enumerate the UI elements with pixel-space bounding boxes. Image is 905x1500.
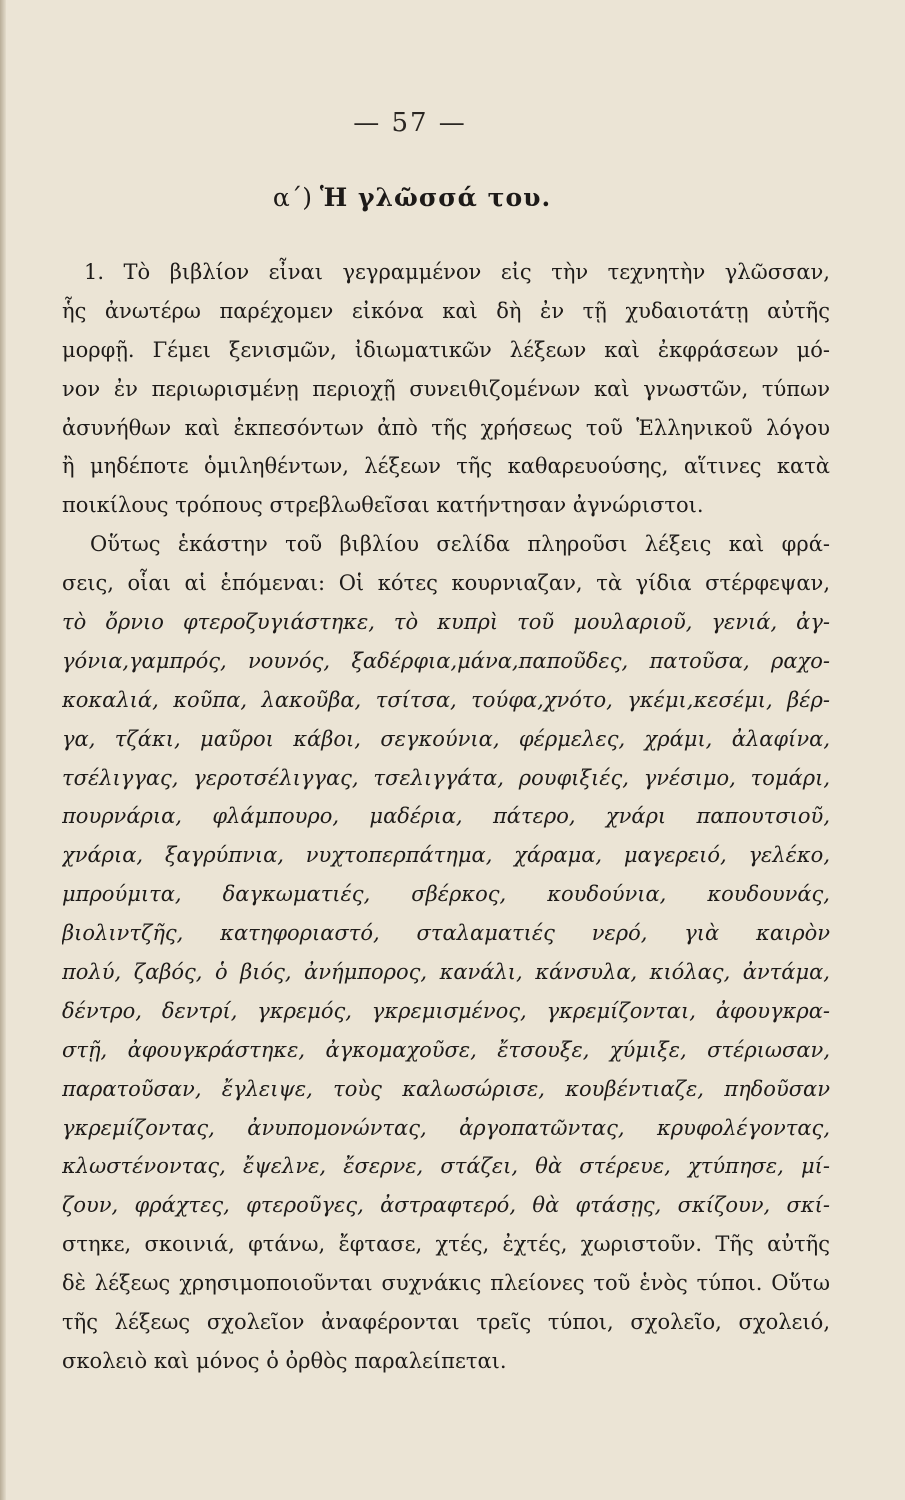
- text-line: 1. Τὸ βιβλίον εἶναι γεγραμμένον εἰς τὴν τεχνητὴν γλῶσσαν,: [84, 260, 830, 284]
- text-line: ἢ μηδέποτε ὁμιληθέντων, λέξεων τῆς καθαρευούσης, αἵτινες κατὰ: [62, 454, 830, 479]
- text-line: πολύ, ζαβός, ὁ βιός, ἀνήμπορος, κανάλι, κάνσυλα, κιόλας, ἀντάμα,: [62, 960, 830, 985]
- page-binding-edge: [0, 0, 6, 1500]
- text-line: ἧς ἀνωτέρω παρέχομεν εἰκόνα καὶ δὴ ἐν τῇ χυδαιοτάτῃ αὐτῆς: [62, 298, 830, 323]
- text-line: Οὕτως ἑκάστην τοῦ βιβλίου σελίδα πληροῦσι λέξεις καὶ φρά-: [90, 532, 830, 557]
- text-line: δέντρο, δεντρί, γκρεμός, γκρεμισμένος, γκρεμίζονται, ἀφουγκρα-: [62, 998, 830, 1023]
- text-line: στηκε, σκοινιά, φτάνω, ἔφτασε, χτές, ἐχτές, χωριστοῦν. Τῆς αὐτῆς: [62, 1232, 830, 1257]
- text-line: πουρνάρια, φλάμπουρο, μαδέρια, πάτερο, χνάρι παπουτσιοῦ,: [62, 804, 830, 829]
- text-line: ἀσυνήθων καὶ ἐκπεσόντων ἀπὸ τῆς χρήσεως τοῦ Ἑλληνικοῦ λόγου: [62, 415, 830, 440]
- section-heading-prefix: α΄): [272, 183, 312, 212]
- body-text: [62, 253, 830, 1381]
- text-line: γκρεμίζοντας, ἀνυπομονώντας, ἀργοπατῶντας, κρυφολέγοντας,: [62, 1115, 830, 1140]
- text-line: ποικίλους τρόπους στρεβλωθεῖσαι κατήντησαν ἀγνώριστοι.: [62, 493, 704, 518]
- text-line: χνάρια, ξαγρύπνια, νυχτοπερπάτημα, χάραμα, μαγερειό, γελέκο,: [62, 843, 830, 868]
- text-line: κοκαλιά, κοῦπα, λακοῦβα, τσίτσα, τούφα,χνότο, γκέμι,κεσέμι, βέρ-: [62, 687, 830, 712]
- text-line: τῆς λέξεως σχολεῖον ἀναφέρονται τρεῖς τύποι, σχολεῖο, σχολειό,: [62, 1310, 830, 1335]
- text-line: τὸ ὄρνιο φτεροζυγιάστηκε, τὸ κυπρὶ τοῦ μουλαριοῦ, γενιά, ἀγ-: [62, 610, 830, 635]
- text-line: κλωστένοντας, ἔψελνε, ἔσερνε, στάζει, θὰ στέρευε, χτύπησε, μί-: [62, 1154, 830, 1179]
- text-line: δὲ λέξεως χρησιμοποιοῦνται συχνάκις πλείονες τοῦ ἑνὸς τύποι. Οὕτω: [62, 1271, 830, 1296]
- text-line: νον ἐν περιωρισμένῃ περιοχῇ συνειθιζομένων καὶ γνωστῶν, τύπων: [62, 376, 830, 401]
- section-heading-title: Ἡ γλῶσσά του.: [319, 183, 552, 212]
- text-line: βιολιντζῆς, κατηφοριαστό, σταλαματιές νερό, γιὰ καιρὸν: [62, 921, 830, 946]
- text-line: σεις, οἷαι αἱ ἑπόμεναι: Οἱ κότες κουρνιαζαν, τὰ γίδια στέρφεψαν,: [62, 571, 830, 596]
- text-line: σκολειὸ καὶ μόνος ὁ ὀρθὸς παραλείπεται.: [62, 1348, 507, 1373]
- text-line: τσέλιγγας, γεροτσέλιγγας, τσελιγγάτα, ρουφιξιές, γνέσιμο, τομάρι,: [62, 765, 830, 790]
- text-line: μορφῇ. Γέμει ξενισμῶν, ἰδιωματικῶν λέξεων καὶ ἐκφράσεων μό-: [62, 337, 830, 362]
- section-heading: [0, 183, 824, 212]
- text-line: μπρούμιτα, δαγκωματιές, σβέρκος, κουδούνια, κουδουνάς,: [62, 882, 830, 907]
- text-line: γόνια,γαμπρός, νουνός, ξαδέρφια,μάνα,παποῦδες, πατοῦσα, ραχο-: [62, 648, 830, 673]
- page-number: — 57 —: [353, 108, 467, 138]
- text-line: παρατοῦσαν, ἔγλειψε, τοὺς καλωσώρισε, κουβέντιαζε, πηδοῦσαν: [62, 1076, 830, 1101]
- text-line: στῇ, ἀφουγκράστηκε, ἀγκομαχοῦσε, ἔτσουξε, χύμιξε, στέριωσαν,: [62, 1037, 830, 1062]
- text-line: γα, τζάκι, μαῦροι κάβοι, σεγκούνια, φέρμελες, χράμι, ἀλαφίνα,: [62, 726, 830, 751]
- text-line: ζουν, φράχτες, φτεροῦγες, ἀστραφτερό, θὰ φτάσῃς, σκίζουν, σκί-: [62, 1193, 830, 1218]
